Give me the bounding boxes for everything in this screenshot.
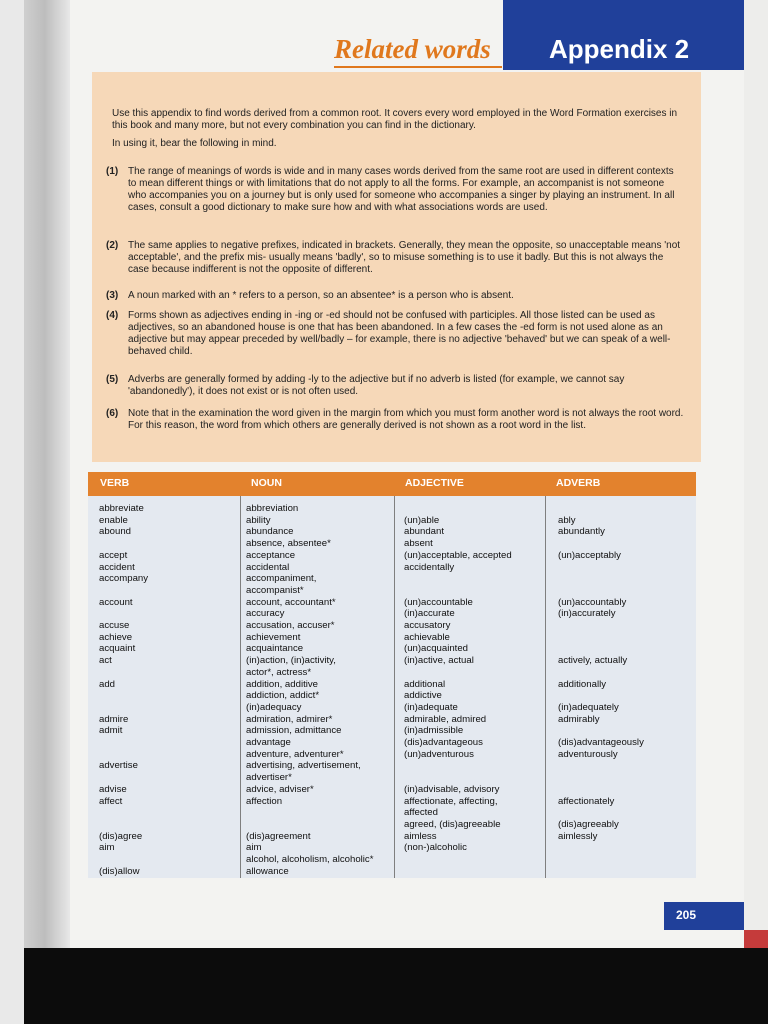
noun-cell: admiration, admirer* xyxy=(246,713,333,725)
verb-cell: act xyxy=(99,655,112,667)
noun-cell: admission, admittance xyxy=(246,725,342,737)
page-number: 205 xyxy=(676,908,697,922)
noun-cell: affection xyxy=(246,795,283,807)
noun-cell: accidental xyxy=(246,561,290,573)
point-text: Forms shown as adjectives ending in -ing or -ed should not be confused with participles. All those listed can be used as adjectives, so an abandoned house is one that has been abandoned. In a few cases the -ed form is not used alone as an adjective but may appear preceded by well/badly – for example, there is no adjective 'behaved' but we can speak of a well-behaved child. xyxy=(128,310,671,357)
adverb-cell: (dis)agreeably xyxy=(558,818,619,830)
noun-cell: abundance xyxy=(246,526,294,538)
verb-cell: accident xyxy=(99,561,135,573)
adjective-cell: aimless xyxy=(404,830,437,842)
adverb-cell: ably xyxy=(558,514,576,526)
adjective-cell: (dis)advantageous xyxy=(404,737,483,748)
verb-cell: accept xyxy=(99,549,128,561)
column-divider xyxy=(545,496,546,878)
adjective-cell: additional xyxy=(404,678,446,690)
page-edge xyxy=(744,0,768,948)
verb-cell: admire xyxy=(99,713,129,725)
adjective-cell: (in)advisable, advisory xyxy=(404,783,500,795)
noun-cell: (in)action, (in)activity, xyxy=(246,655,336,667)
adjective-cell: (in)active, actual xyxy=(404,655,474,667)
verb-cell: (dis)agree xyxy=(99,830,143,842)
table-header xyxy=(88,472,696,496)
point-text: The range of meanings of words is wide and in many cases words derived from the same root are used in different contexts to mean different things or with limitations that do not apply to all the forms. For example, an accompanist is not someone who accompanies you on a journey but is only used for someone who accompanies a singer by playing an instrument. In all cases, consult a good dictionary to make sure how and with what associations words are used. xyxy=(128,166,675,213)
noun-cell: aim xyxy=(246,842,262,854)
point-text: Adverbs are generally formed by adding -ly to the adjective but if no adverb is listed (for example, we cannot say 'abandonedly'), it does not exist or is not often used. xyxy=(128,374,625,397)
noun-cell: acquaintance xyxy=(246,643,304,655)
verb-cell: advertise xyxy=(99,760,138,772)
adjective-cell: (in)accurate xyxy=(404,608,455,620)
point-number: (2) xyxy=(106,240,119,251)
point-text: Note that in the examination the word given in the margin from which you must form another word is not always the root word. For this reason, the word from which others are generally derived is not shown as a root word in the list. xyxy=(128,408,684,431)
adverb-cell: (in)accurately xyxy=(558,608,616,620)
noun-cell: (dis)agreement xyxy=(246,830,311,842)
title-underline xyxy=(334,66,502,68)
noun-cell: alcohol, alcoholism, alcoholic* xyxy=(246,854,374,865)
adverb-cell: (in)adequately xyxy=(558,701,619,713)
adjective-cell: achievable xyxy=(404,631,450,643)
adverb-cell: (un)accountably xyxy=(558,596,627,608)
noun-cell: account, accountant* xyxy=(246,596,336,608)
adjective-cell: absent xyxy=(404,538,433,550)
intro-paragraph: Use this appendix to find words derived from a common root. It covers every word employed in the Word Formation exercises in this book and many more, but not every combination you can find in the dictionary. xyxy=(112,108,678,131)
verb-cell: add xyxy=(99,678,116,690)
header-noun: NOUN xyxy=(251,477,282,489)
noun-cell: allowance xyxy=(246,865,289,877)
adverb-cell: affectionately xyxy=(558,795,615,807)
noun-cell: advertising, advertisement, xyxy=(246,760,361,772)
noun-cell: adventure, adventurer* xyxy=(246,748,344,760)
verb-cell: aim xyxy=(99,842,115,854)
noun-cell: accusation, accuser* xyxy=(246,620,335,631)
noun-cell: achievement xyxy=(246,631,301,643)
column-divider xyxy=(394,496,395,878)
adjective-cell: affectionate, affecting, xyxy=(404,795,498,807)
noun-cell: actor*, actress* xyxy=(246,666,312,678)
column-divider xyxy=(240,496,241,878)
noun-cell: addiction, addict* xyxy=(246,690,320,702)
outer-margin xyxy=(0,0,24,1024)
adjective-cell: agreed, (dis)agreeable xyxy=(404,818,501,830)
adjective-cell: affected xyxy=(404,807,438,819)
verb-cell: affect xyxy=(99,795,123,807)
adjective-cell: abundant xyxy=(404,526,445,538)
intro-lead-in: In using it, bear the following in mind. xyxy=(112,138,277,149)
adverb-cell: (dis)advantageously xyxy=(558,737,644,748)
page-binding xyxy=(24,0,70,948)
verb-cell: acquaint xyxy=(99,643,136,655)
point-number: (6) xyxy=(106,408,119,419)
verb-cell: (dis)allow xyxy=(99,865,140,877)
header-verb: VERB xyxy=(100,477,130,489)
appendix-title: Appendix 2 xyxy=(549,34,690,64)
noun-cell: accuracy xyxy=(246,608,285,620)
point-number: (3) xyxy=(106,290,119,301)
point-number: (5) xyxy=(106,374,119,385)
adjective-cell: (un)acquainted xyxy=(404,643,469,655)
verb-cell: accompany xyxy=(99,573,149,585)
verb-cell: admit xyxy=(99,725,123,737)
verb-cell: advise xyxy=(99,783,127,795)
noun-cell: advertiser* xyxy=(246,772,292,784)
section-title: Related words xyxy=(334,34,491,64)
noun-cell: abbreviation xyxy=(246,503,299,514)
adjective-cell: (in)admissible xyxy=(404,725,464,737)
adverb-cell: adventurously xyxy=(558,748,618,760)
adverb-cell: admirably xyxy=(558,713,600,725)
verb-cell: account xyxy=(99,596,133,608)
noun-cell: accompaniment, xyxy=(246,573,317,585)
verb-cell: abbreviate xyxy=(99,503,144,514)
adjective-cell: addictive xyxy=(404,690,442,702)
adjective-cell: (un)able xyxy=(404,514,440,526)
noun-cell: advantage xyxy=(246,737,291,748)
noun-cell: absence, absentee* xyxy=(246,538,331,550)
adjective-cell: accusatory xyxy=(404,620,451,631)
verb-cell: accuse xyxy=(99,620,130,631)
noun-cell: ability xyxy=(246,514,271,526)
point-text: The same applies to negative prefixes, indicated in brackets. Generally, they mean the opposite, so unacceptable means 'not acceptable', and the prefix mis- usually means 'badly', so to misuse something is to use it badly. But this is not always the case because indifferent is not the opposite of different. xyxy=(128,240,681,275)
word-table xyxy=(88,472,696,878)
header-adjective: ADJECTIVE xyxy=(405,477,464,489)
adverb-cell: abundantly xyxy=(558,526,605,538)
noun-cell: acceptance xyxy=(246,549,296,561)
adjective-cell: accidentally xyxy=(404,561,455,573)
page-edge-marker xyxy=(744,930,768,948)
adverb-cell: actively, actually xyxy=(558,655,628,667)
point-text: A noun marked with an * refers to a person, so an absentee* is a person who is absent. xyxy=(128,290,514,301)
adjective-cell: (un)acceptable, accepted xyxy=(404,549,512,561)
point-number: (1) xyxy=(106,166,119,177)
intro-box xyxy=(92,72,701,462)
adjective-cell: (un)adventurous xyxy=(404,748,474,760)
adverb-cell: additionally xyxy=(558,678,607,690)
adjective-cell: admirable, admired xyxy=(404,713,487,725)
noun-cell: (in)adequacy xyxy=(246,701,302,713)
adjective-cell: (un)accountable xyxy=(404,596,473,608)
adverb-cell: aimlessly xyxy=(558,830,598,842)
point-number: (4) xyxy=(106,310,119,321)
noun-cell: advice, adviser* xyxy=(246,783,314,795)
adjective-cell: (in)adequate xyxy=(404,701,458,713)
noun-cell: accompanist* xyxy=(246,584,304,596)
noun-cell: addition, additive xyxy=(246,678,319,690)
adverb-cell: (un)acceptably xyxy=(558,549,621,561)
verb-cell: enable xyxy=(99,514,128,526)
header-adverb: ADVERB xyxy=(556,477,601,489)
verb-cell: achieve xyxy=(99,631,133,643)
adjective-cell: (non-)alcoholic xyxy=(404,842,467,854)
verb-cell: abound xyxy=(99,526,132,538)
